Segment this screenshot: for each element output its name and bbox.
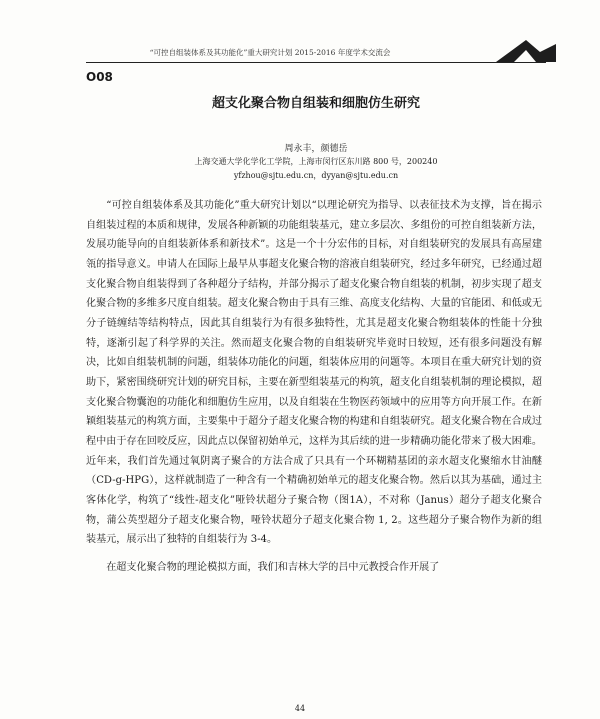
body-paragraph: “可控自组装体系及其功能化”重大研究计划以“以理论研究为指导、以表征技术为支撑，旨在揭示自组装过程的本质和规律，发展各种新颖的功能组装基元，建立多层次、多组份的可控自组装新方法，发展功能导向的自组装新体系和新技术”。这是一个十分宏伟的目标，对自组装研究的发展具有高屋建瓴的指导意义。申请人在国际上最早从事超支化聚合物的溶液自组装研究，经过多年研究，已经通过超支化聚合物自组装得到了各种超分子结构，并部分揭示了超支化聚合物自组装的机制，初步实现了超支化聚合物的多维多尺度自组装。超支化聚合物由于具有三维、高度支化结构、大量的官能团、和低或无分子链缠结等结构特点，因此其自组装行为有很多独特性，尤其是超支化聚合物组装体的性能十分独特，逐渐引起了科学界的关注。然而超支化聚合物的自组装研究毕竟时日较短，还有很多问题没有解决，比如自组装机制的问题，组装体功能化的问题，组装体应用的问题等。本项目在重大研究计划的资助下，紧密围绕研究计划的研究目标，主要在新型组装基元的构筑，超支化自组装机制的理论模拟，超支化聚合物囊泡的功能化和细胞仿生应用，以及自组装在生物医药领域中的应用等方向开展工作。在新颖组装基元的构筑方面，主要集中于超分子超支化聚合物的构建和自组装研究。超支化聚合物在合成过程中由于存在回咬反应，因此点以保留初始单元，这样为其后续的进一步精确功能化带来了极大困难。近年来，我们首先通过氧阴离子聚合的方法合成了只具有一个环糊精基团的亲水超支化聚缩水甘油醚（CD-g-HPG），这样就制造了一种含有一个精确初始单元的超支化聚合物。然后以其为基础，通过主客体化学，构筑了“线性-超支化”哑铃状超分子聚合物（图1A），不对称（Janus）超分子超支化聚合物，蒲公英型超分子超支化聚合物，哑铃状超分子超支化聚合物 1, 2。这些超分子聚合物作为新的组装基元，展示出了独特的自组装行为 3-4。 <box>86 200 542 546</box>
conference-logo-icon <box>496 38 556 62</box>
paper-emails: yfzhou@sjtu.edu.cn，dyyan@sjtu.edu.cn <box>233 171 399 180</box>
paper-authors: 周永丰，颜德岳 <box>284 144 348 154</box>
paper-code: O08 <box>86 70 113 84</box>
paper-body <box>86 196 542 577</box>
paper-affiliation: 上海交通大学化学化工学院，上海市闵行区东川路 800 号，200240 <box>194 157 438 166</box>
header-rule <box>86 62 546 63</box>
paper-title: 超支化聚合物自组装和细胞仿生研究 <box>211 96 420 111</box>
conference-header: “可控自组装体系及其功能化”重大研究计划 2015-2016 年度学术交流会 <box>149 48 391 57</box>
body-paragraph: 在超支化聚合物的理论模拟方面，我们和吉林大学的吕中元教授合作开展了 <box>106 561 440 573</box>
page-number: 44 <box>294 704 306 713</box>
